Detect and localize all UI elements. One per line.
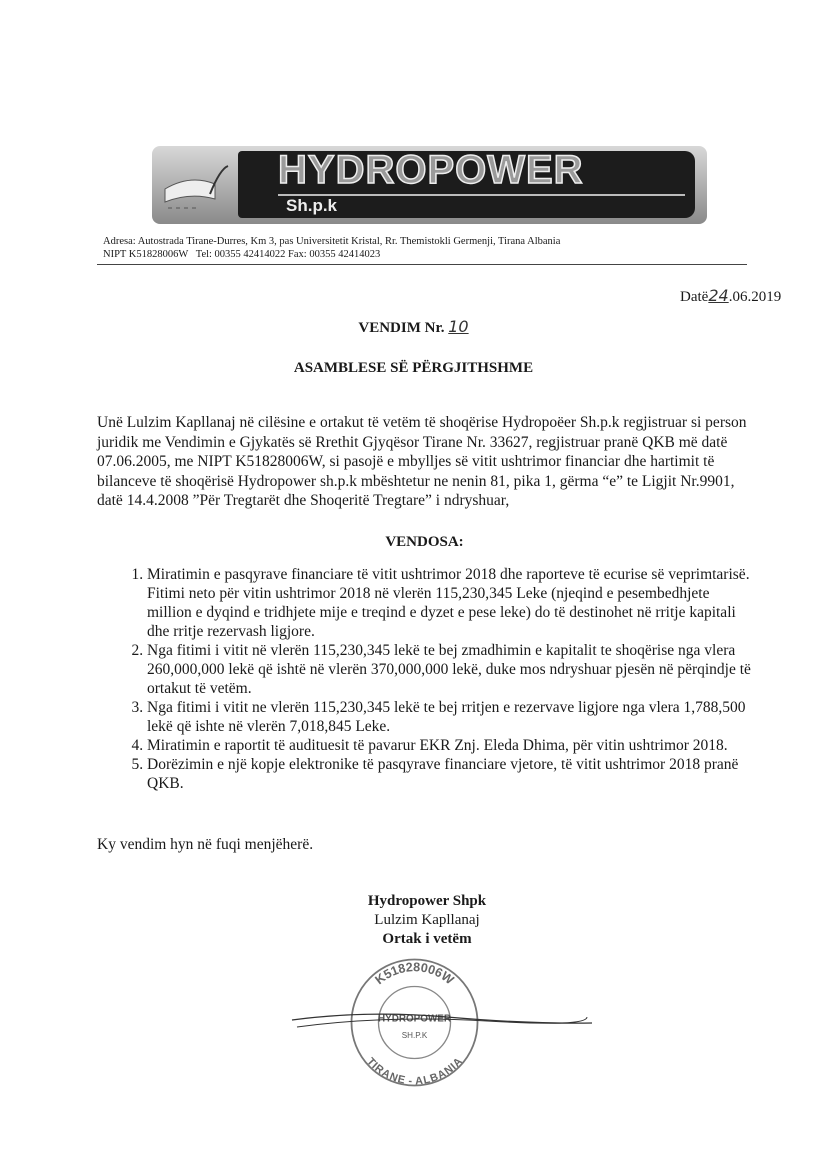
company-logo	[152, 146, 707, 224]
decision-item: 2. Nga fitimi i vitit në vlerën 115,230,345 lekë te bej zmadhimin e kapitalit te shoqërise nga vlera 260,000,000 lekë që ishtë në vlerën 370,000,000 lekë, duke mos ndryshuar pjesën në përqindje të ortakut të vetëm.	[147, 641, 752, 698]
intro-paragraph: Unë Lulzim Kapllanaj në cilësine e ortakut të vetëm të shoqërise Hydropoëer Sh.p.k regjistruar si person juridik me Vendimin e Gjykatës së Rrethit Gjyqësor Tirane Nr. 33627, regjistruar pranë QKB më datë 07.06.2005, me NIPT K51828006W, si pasojë e mbylljes së vitit ushtrimor financiar dhe hartimit të bilanceve të shoqërisë Hydropower sh.p.k mbështetur ne nenin 81, pika 1, gërma “e” te Ligjit Nr.9901, datë 14.4.2008 ”Për Tregtarët dhe Shoqeritë Tregtare” i ndryshuar,	[97, 414, 747, 509]
decision-item: 5. Dorëzimin e një kopje elektronike të pasqyrave financiare vjetore, të vitit ushtrimor 2018 pranë QKB.	[147, 755, 752, 793]
decision-subtitle: ASAMBLESE SË PËRGJITHSHME	[293, 360, 534, 376]
closing-statement: Ky vendim hyn në fuqi menjëherë.	[97, 835, 314, 853]
decision-number-label: VENDIM Nr.	[358, 320, 445, 336]
document-body	[97, 413, 752, 1090]
date-label: Datë	[680, 289, 709, 305]
turbine-icon	[160, 164, 230, 214]
signature-role: Ortak i vetëm	[382, 931, 472, 947]
address-line: Adresa: Autostrada Tirane-Durres, Km 3, pas Universitetit Kristal, Rr. Themistokli Germenji, Tirana Albania	[103, 236, 561, 247]
stamp-center-text: HYDROPOWER	[378, 1013, 451, 1025]
logo-text: HYDROPOWER	[278, 151, 584, 192]
signature-company: Hydropower Shpk	[367, 893, 487, 909]
decision-title	[0, 318, 827, 337]
signature-block	[297, 892, 557, 949]
decision-item: 1. Miratimin e pasqyrave financiare të vitit ushtrimor 2018 dhe raporteve të ecurise së veprimtarisë. Fitimi neto për vitin ushtrimor 2018 në vlerën 115,230,345 Leke (njeqind e pesembedhjete million e dyqind e tridhjete mije e treqind e dyzet e pese leke) do të destinohet në rritje kapitali dhe rritje rezervash ligjore.	[147, 565, 752, 641]
decision-list	[97, 565, 752, 793]
date-day-handwritten: 24	[708, 286, 729, 305]
date-rest: .06.2019	[728, 289, 782, 305]
header-divider	[97, 264, 747, 265]
stamp-top-text: K51828006W	[372, 960, 457, 988]
contact-line: NIPT K51828006W Tel: 00355 42414022 Fax: 00355 42414023	[103, 248, 381, 260]
document-date	[680, 287, 781, 306]
svg-text:K51828006W	[373, 960, 457, 987]
logo-subtext: Sh.p.k	[286, 196, 338, 215]
stamp-bottom-text: TIRANE - ALBANIA	[364, 1055, 465, 1088]
svg-text:TIRANE - ALBANIA	[364, 1056, 465, 1088]
letterhead-address	[103, 236, 560, 261]
decision-item: 4. Miratimin e raportit të audituesit të pavarur EKR Znj. Eleda Dhima, për vitin ushtrimor 2018.	[147, 736, 752, 755]
stamp-area	[327, 955, 507, 1090]
stamp-sub-text: SH.P.K	[401, 1030, 428, 1040]
decision-number-handwritten: 10	[448, 317, 469, 336]
decision-heading: VENDOSA:	[385, 533, 464, 550]
handwritten-signature	[287, 995, 597, 1055]
signature-name: Lulzim Kapllanaj	[374, 912, 480, 928]
decision-item: 3. Nga fitimi i vitit ne vlerën 115,230,345 lekë te bej rritjen e rezervave ligjore nga vlera 1,788,500 lekë që ishte në vlerën 7,018,845 Leke.	[147, 698, 752, 736]
